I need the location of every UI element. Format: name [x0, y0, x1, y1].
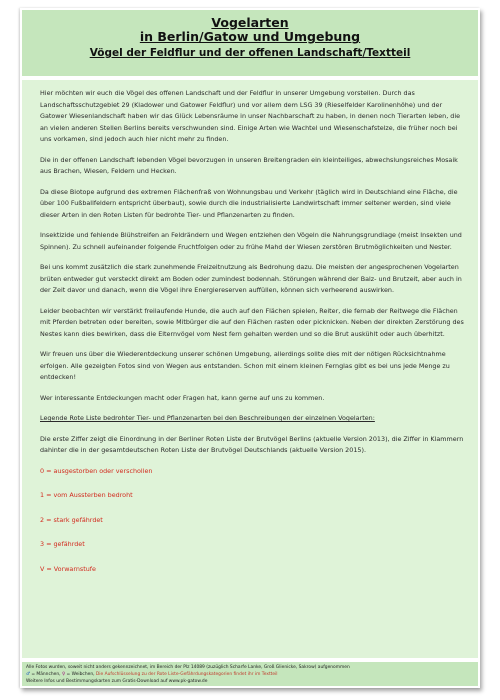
red-list-note: Die Aufschlüsselung zu der Rote Liste-Gefährdungskategorien findet ihr im Textteil: [95, 672, 278, 677]
legend-heading: Legende Rote Liste bedrohter Tier- und Pflanzenarten bei den Beschreibungen der einzelnen Vogelarten:: [40, 414, 375, 422]
paragraph-contact: Wer interessante Entdeckungen macht oder Fragen hat, kann gerne auf uns zu kommen.: [40, 393, 325, 402]
female-label: = Weibchen,: [65, 672, 96, 677]
category-v: V = Vorwarnstufe: [40, 564, 96, 573]
paragraph-insecticides: Insektizide und fehlende Blühstreifen an Feldrändern und Wegen entziehen den Vögeln die Nahrungsgrundlage (meist Insekten und Spinnen). Zu schnell aufeinander folgende Fruchtfolgen oder zu frühe Mahd der Wiesen zerstören Brutmöglichkeiten und Nester.: [40, 231, 462, 251]
legend-text: Die erste Ziffer zeigt die Einordnung in der Berliner Roten Liste der Brutvögel Berlins (aktuelle Version 2013), die Ziffer in Klammern dahinter die in der gesamtdeutschen Roten Liste der Brutvögel Deutschlands (aktuelle Version 2015).: [40, 434, 464, 454]
paragraph-biotope-loss: Da diese Biotope aufgrund des extremen Flächenfraß von Wohnungsbau und Verkehr (täglich wird in Deutschland eine Fläche, die über 100 Fußballfeldern entspricht überbaut), sowie durch die industrialisierte Landwirtschaft immer seltener werden, sind viele dieser Arten in den Roten Listen für bedrohte Tier- und Pflanzenarten zu finden.: [40, 187, 458, 219]
title-line-1: Vogelarten: [211, 15, 289, 30]
document-footer: [22, 662, 478, 686]
footer-symbols-line: [26, 671, 478, 678]
category-1: 1 = vom Aussterben bedroht: [40, 491, 133, 499]
document-page: [20, 8, 480, 688]
male-symbol-icon: ♂: [26, 672, 30, 677]
title-line-2: in Berlin/Gatow und Umgebung: [139, 29, 361, 45]
paragraph-habitat: Die in der offenen Landschaft lebenden Vögel bevorzugen in unseren Breitengraden ein kleinteiliges, abwechslungsreiches Mosaik aus Brachen, Wiesen, Feldern und Hecken.: [40, 155, 458, 175]
paragraph-leisure-threat: Bei uns kommt zusätzlich die stark zunehmende Freizeitnutzung als Bedrohung dazu. Die meisten der angesprochenen Vogelarten brüten entweder gut versteckt direkt am Boden oder zumindest bodennah. Störungen während der Balz- und Brutzeit, aber auch in der Zeit davor und danach, wenn die Vögel ihre Energiereserven auffüllen, können sich verheerend auswirken.: [40, 263, 462, 294]
paragraph-intro: Hier möchten wir euch die Vögel des offenen Landschaft und der Feldflur in unserer Umgebung vorstellen. Durch das Landschaftsschutzgebiet 29 (Kladower und Gatower Feldflur) und vor allem dem LSG 39 (Rieselfelder Karolinenhöhe) und der Gatower Wiesenlandschaft haben wir das Glück Lebensräume in unser Nachbarschaft zu haben, in denen noch Tierarten leben, die an vielen anderen Stellen Berlins bereits verschwunden sind. Einige Arten wie Wachtel und Wiesenschafstelze, die früher noch bei uns vorkamen, sind jedoch auch hier nicht mehr zu finden.: [40, 89, 461, 143]
footer-website-note: Weitere Infos und Bestimmungskarten zum Gratis-Download auf www.pk-gatow.de: [26, 679, 208, 684]
paragraph-consideration: Wir freuen uns über die Wiederentdeckung unserer schönen Umgebung, allerdings sollte dies mit der nötigen Rücksichtnahme erfolgen. Alle gezeigten Fotos sind von Wegen aus entstanden. Schon mit einem kleinen Fernglas gibt es bei uns jede Menge zu entdecken!: [40, 350, 450, 381]
female-symbol-icon: ♀: [61, 672, 66, 677]
category-3: 3 = gefährdet: [40, 540, 85, 548]
male-label: = Männchen,: [29, 672, 62, 677]
category-2: 2 = stark gefährdet: [40, 515, 103, 524]
footer-photo-note: Alle Fotos wurden, soweit nicht anders gekennzeichnet, im Bereich der Plz 14089 (zuzüglich Scharfe Lanke, Groß Glienicke, Sakrow) aufgenommen: [26, 665, 350, 670]
document-header: [22, 10, 478, 76]
document-body: [22, 80, 478, 658]
subtitle: Vögel der Feldflur und der offenen Landschaft/Textteil: [89, 46, 411, 59]
paragraph-dogs-riders: Leider beobachten wir verstärkt freilaufende Hunde, die auch auf den Flächen spielen, Reiter, die fernab der Reitwege die Flächen mit Pferden betreten oder bereiten, sowie Mitbürger die auf den Flächen rasten oder picknicken. Neben der direkten Zerstörung des Nestes kann dies bewirken, dass die Elternvögel vom Nest fern gehalten werden und so die Brut auskühlt oder auch überhitzt.: [40, 306, 464, 338]
category-0: 0 = ausgestorben oder verschollen: [40, 466, 153, 475]
